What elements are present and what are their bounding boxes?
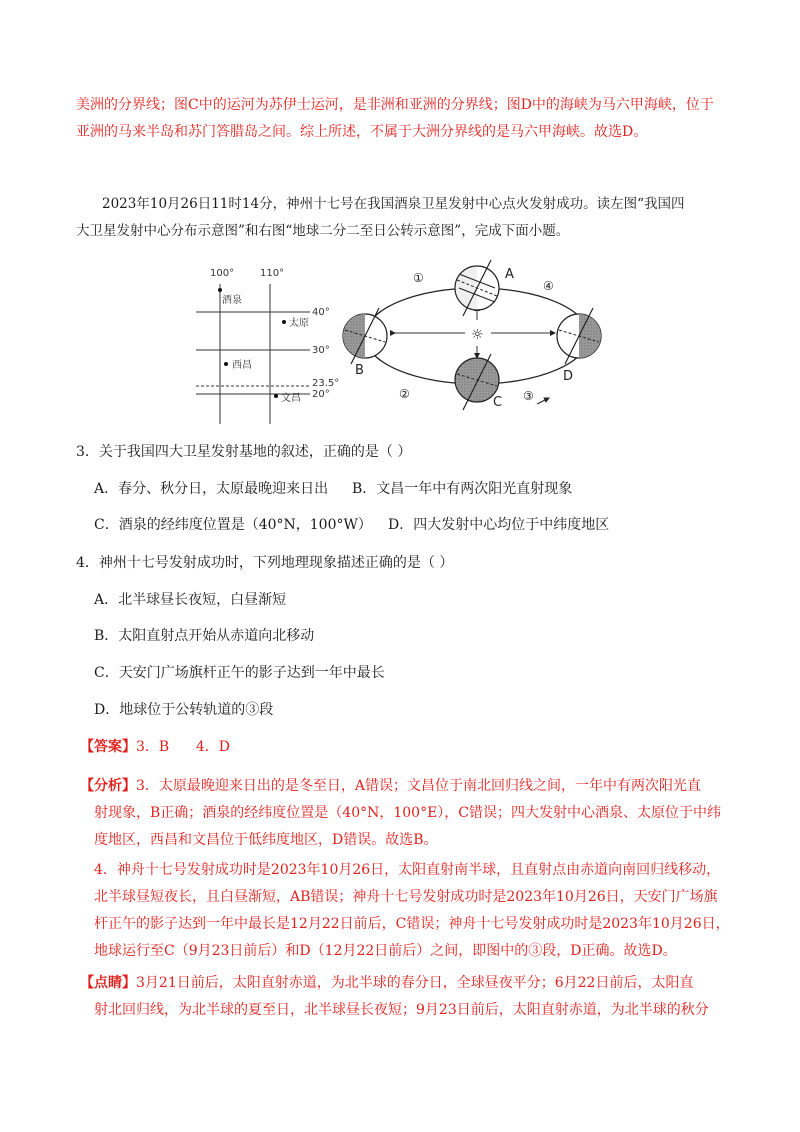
place-taiyuan: 太原: [289, 318, 309, 329]
position-label-c: C: [493, 395, 503, 410]
q3-option-d: D．四大发射中心均位于中纬度地区: [388, 517, 610, 533]
lat-label-23-5: 23.5°: [312, 378, 340, 389]
taiyuan-dot: [282, 320, 286, 324]
analysis3-line-1: [80, 776, 701, 796]
lat-label-40: 40°: [312, 307, 330, 318]
analysis3-text-1: 3．太原最晚迎来日出的是冬至日，A错误；文昌位于南北回归线之间，一年中有两次阳光直: [136, 778, 702, 794]
analysis-tag: 【分析】: [80, 778, 136, 794]
xichang-dot: [224, 362, 228, 366]
q3-stem: 3．关于我国四大卫星发射基地的叙述，正确的是（ ）: [76, 444, 412, 460]
sun-icon: ☼: [471, 327, 484, 343]
analysis3-line-2: 射现象，B正确；酒泉的经纬度位置是（40°N，100°E），C错误；四大发射中心酒泉、太原位于中纬: [94, 805, 722, 821]
q4-option-a: A．北半球昼长夜短，白昼渐短: [94, 592, 287, 608]
q3-option-b: B．文昌一年中有两次阳光直射现象: [352, 481, 573, 497]
q4-option-b: B．太阳直射点开始从赤道向北移动: [94, 628, 315, 644]
answer-text: 3．B 4．D: [136, 739, 231, 755]
intro-line-2: 大卫星发射中心分布示意图”和右图“地球二分二至日公转示意图”，完成下面小题。: [76, 223, 570, 239]
position-label-d: D: [563, 369, 574, 384]
segment-label-1: ①: [413, 271, 424, 285]
lon-label-100: 100°: [210, 268, 235, 279]
position-label-b: B: [355, 363, 364, 378]
q4-option-d: D．地球位于公转轨道的③段: [94, 702, 274, 718]
tips-line-2: 射北回归线，为北半球的夏至日，北半球昼长夜短；9月23日前后，太阳直射赤道，为北半球的秋分: [94, 1002, 709, 1018]
launch-center-map: [192, 262, 347, 432]
orbit-diagram: [335, 258, 615, 430]
lat-label-30: 30°: [312, 345, 330, 356]
prev-analysis-line-2: 亚洲的马来半岛和苏门答腊岛之间。综上所述，不属于大洲分界线的是马六甲海峡。故选D。: [76, 124, 648, 140]
place-jiuquan: 酒泉: [222, 295, 242, 306]
analysis4-line-1: 4．神舟十七号发射成功时是2023年10月26日，太阳直射南半球，且直射点由赤道向南回归线移动，: [94, 862, 721, 878]
q3-option-c: C．酒泉的经纬度位置是（40°N，100°W）: [94, 517, 372, 533]
wenchang-dot: [274, 394, 278, 398]
prev-analysis-line-1: 美洲的分界线；图C中的运河为苏伊士运河，是非洲和亚洲的分界线；图D中的海峡为马六甲海峡，位于: [76, 97, 714, 113]
answer-tag: 【答案】: [80, 739, 136, 755]
q3-option-a: A．春分、秋分日，太原最晚迎来日出: [94, 481, 329, 497]
place-xichang: 西昌: [232, 360, 252, 371]
analysis4-line-3: 杆正午的影子达到一年中最长是12月22日前后，C错误；神舟十七号发射成功时是2023年10月26日，: [94, 916, 730, 932]
intro-line-1: 2023年10月26日11时14分，神州十七号在我国酒泉卫星发射中心点火发射成功。读左图“我国四: [102, 196, 685, 212]
analysis4-line-2: 北半球昼短夜长，且白昼渐短，AB错误；神舟十七号发射成功时是2023年10月26日，天安门广场旗: [94, 889, 718, 905]
q4-stem: 4．神州十七号发射成功时，下列地理现象描述正确的是（ ）: [76, 555, 454, 571]
analysis3-line-3: 度地区，西昌和文昌位于低纬度地区，D错误。故选B。: [94, 832, 438, 848]
tips-tag: 【点睛】: [80, 975, 136, 991]
place-wenchang: 文昌: [281, 393, 301, 404]
answer-line: [80, 737, 230, 757]
tips-line-1: [80, 973, 693, 993]
analysis4-line-4: 地球运行至C（9月23日前后）和D（12月22日前后）之间，即图中的③段，D正确。故选D。: [94, 943, 677, 959]
lat-label-20: 20°: [312, 389, 330, 400]
segment-label-2: ②: [399, 387, 410, 401]
jiuquan-dot: [218, 288, 222, 292]
earth-d: [557, 308, 601, 364]
position-label-a: A: [505, 267, 514, 282]
earth-a: [455, 260, 499, 316]
q4-option-c: C．天安门广场旗杆正午的影子达到一年中最长: [94, 665, 385, 681]
lon-label-110: 110°: [260, 268, 285, 279]
segment-label-3: ③: [523, 389, 534, 403]
earth-b: [343, 308, 387, 364]
tips-text-1: 3月21日前后，太阳直射赤道，为北半球的春分日，全球昼夜平分；6月22日前后，太阳直: [136, 975, 694, 991]
segment-label-4: ④: [543, 279, 554, 293]
